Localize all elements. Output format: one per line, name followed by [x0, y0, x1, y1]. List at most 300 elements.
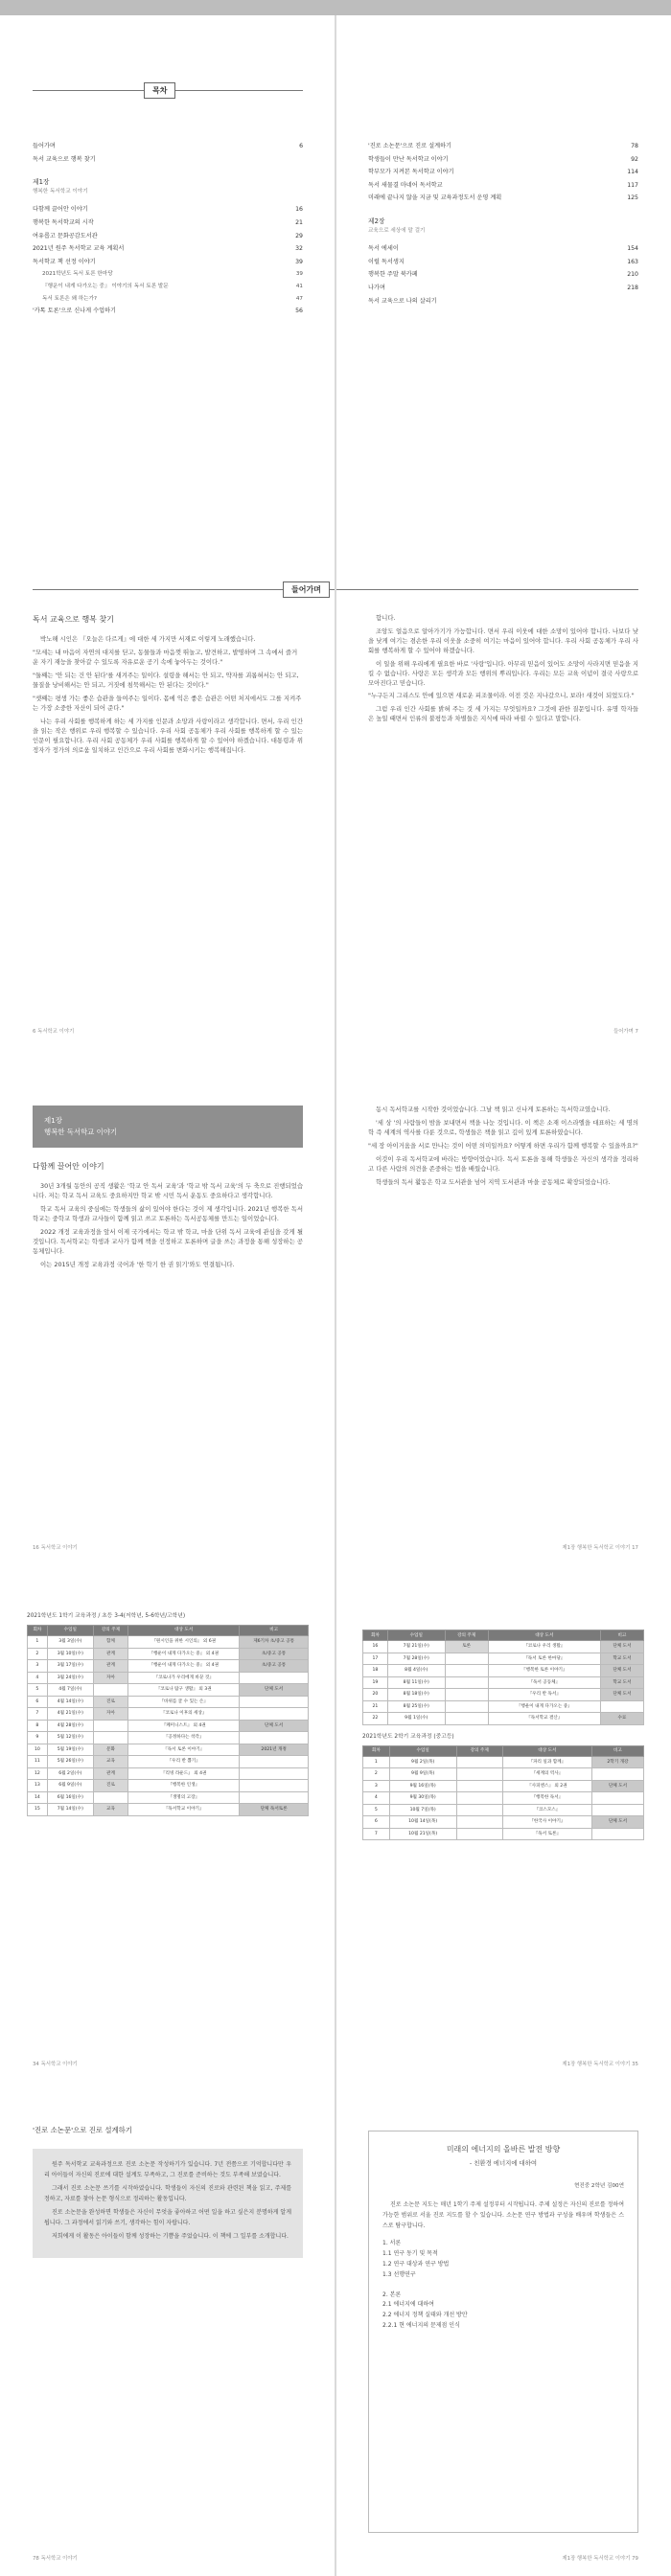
paragraph: 조앙도 얼음으로 알아가기가 가능합니다. 면서 우리 이웃에 대한 소망이 있어야 합니다. 나보다 낮을 낮게 여기는 겸손한 우리 이웃을 소중히 여기는 마음이 있어야 합니다. 우리 사회 공동체가 우리 사회를 행복하게 할 수 있어야 하겠습니다. [368, 627, 638, 654]
table-cell: 『행복한 인생』 [128, 1780, 240, 1792]
gutter [335, 1048, 336, 1565]
table-cell: 7월 14일(수) [47, 1804, 93, 1816]
toc-entry [368, 282, 638, 295]
essay-right-page [336, 2081, 671, 2576]
folio-left: 78 독서학교 이야기 [33, 2555, 78, 2562]
table-cell: 2 [363, 1768, 390, 1781]
paper-title: 미래의 에너지의 올바른 발전 방향 [446, 2145, 561, 2154]
folio-left: 6 독서학교 이야기 [33, 1028, 75, 1035]
table-cell: 4월 21일(수) [47, 1708, 93, 1721]
folio-right: 제1장 행복한 독서학교 이야기 79 [562, 2555, 638, 2562]
spread-intro [0, 532, 671, 1049]
table-cell: 3 [363, 1780, 390, 1792]
table-cell: 5월 19일(수) [47, 1744, 93, 1756]
toc-right-page [336, 15, 671, 533]
table-cell: 5 [28, 1684, 48, 1697]
table-cell: 16 [363, 1641, 388, 1653]
table-header: 대상 도서 [488, 1630, 600, 1641]
outline-item: 2.1 에너지에 대하여 [382, 2301, 434, 2309]
table-row [363, 1816, 644, 1829]
table-cell: 제6기차 초/중고 공통 [240, 1636, 309, 1649]
tables-right-page [336, 1564, 671, 2082]
table-cell: 관계 [93, 1660, 127, 1673]
table-cell: 9 [28, 1732, 48, 1744]
schedule-table-right [362, 1630, 644, 1725]
table-cell: 진로 [93, 1696, 127, 1708]
table-cell: 4 [28, 1672, 48, 1684]
table-cell: 18 [363, 1665, 388, 1677]
toc-entry-page: 39 [295, 258, 303, 265]
toc-entry-label: 다함께 끌어안 이야기 [33, 206, 88, 214]
toc-entry-label: 독서 새물결 마네어 독서학교 [368, 181, 443, 189]
table-cell [93, 1720, 127, 1732]
table-header: 대상 도서 [128, 1625, 240, 1635]
ch1-right-text [368, 1106, 638, 1187]
table-cell: 단체 도서 [600, 1665, 643, 1677]
schedule-table-left [27, 1625, 309, 1816]
table-cell [591, 1792, 643, 1805]
toc-entry-label: 행복한 주말 북카페 [368, 271, 418, 279]
toc-entry-label: 독서 토론은 왜 하는가? [42, 295, 97, 302]
folio-right: 들어가며 7 [613, 1028, 638, 1035]
tables-left-page [0, 1564, 336, 2082]
paragraph: 이는 2015년 개정 교육과정 국어과 '한 학기 한 권 읽기'와도 연결됩니다. [40, 1260, 235, 1268]
table-cell [456, 1816, 502, 1829]
table-cell: 9월 2일(목) [389, 1756, 456, 1768]
toc-entry-label: 『행운이 내게 다가오는 중』 이야기의 독서 토론 발문 [42, 284, 169, 290]
paragraph: 30년 3개월 동안의 공직 생활은 '학교 안 독서 교육'과 '학교 밖 독서 교육'의 두 축으로 진행되었습니다. 저는 학교 독서 교육도 중요하지만 학교 밖 시민 독서 운동도 중요하다고 생각합니다. [33, 1182, 303, 1200]
table-cell: 20 [363, 1689, 388, 1701]
toc-entry-label: 독서 교육으로 나의 살리기 [368, 297, 437, 305]
table-cell [600, 1700, 643, 1713]
toc-entry-label: 이럴 독서생지 [368, 258, 405, 265]
table-cell: 자아 [93, 1672, 127, 1684]
paper-intro: 진로 소논문 지도는 매년 1학기 주제 설정부터 시작됩니다. 주제 설정은 자신의 진로를 정하여 가능한 범위로 서울 진로 지도를 할 수 있습니다. 소논문 연구 방법과 구성을 배우며 학생들은 스스로 탐구합니다. [382, 2200, 624, 2229]
paragraph: 저희에게 이 활동은 아이들이 함께 성장하는 기쁨을 주었습니다. 이 책에 그 일부를 소개합니다. [52, 2233, 289, 2241]
table-cell: 5월 12일(수) [47, 1732, 93, 1744]
table-cell: 8월 4일(수) [387, 1665, 445, 1677]
table-cell [445, 1676, 488, 1689]
table-cell [240, 1696, 309, 1708]
toc-entry [33, 230, 303, 243]
table-cell: 5월 26일(수) [47, 1756, 93, 1768]
table-cell: 『한국사 이야기』 [502, 1816, 591, 1829]
toc-entry [33, 305, 303, 318]
table-cell: 단체 도서 [600, 1641, 643, 1653]
table-row [28, 1744, 309, 1756]
table-cell: 3월 24일(수) [47, 1672, 93, 1684]
table-cell [240, 1767, 309, 1780]
table-cell: 『파리 일과 함께』 [502, 1756, 591, 1768]
table-cell: 『코스모스』 [502, 1804, 591, 1816]
toc-entry [33, 203, 303, 217]
toc-entry-label: 독서 교육으로 행복 찾기 [33, 155, 96, 163]
table-cell: 9월 30일(목) [389, 1792, 456, 1805]
gutter [335, 1564, 336, 2082]
table-cell: 『행복한 독서』 [502, 1792, 591, 1805]
table-header: 회차 [28, 1625, 48, 1635]
toc-part-desc: 행복한 독서학교 이야기 [33, 188, 88, 194]
spread-toc [0, 15, 671, 533]
table-row [28, 1660, 309, 1673]
ch1-left-text [33, 1182, 303, 1269]
table-cell: 9월 1일(수) [387, 1713, 445, 1725]
table-cell: 『세계의 역사』 [502, 1768, 591, 1781]
paragraph: 이 일을 위해 우리에게 필요한 바로 '사랑'입니다. 아무리 믿음이 있어도 소망이 사라지면 믿음을 지킬 수 없습니다. 사랑은 모든 생각과 모든 행위의 뿌리입니다. 우리는 모든 교육 이념이 결국 사랑으로 모아진다고 믿습니다. [368, 659, 638, 687]
table-cell: 7월 28일(수) [387, 1653, 445, 1665]
table-cell [591, 1804, 643, 1816]
table-cell: 『바위를 굴 수 있는 손』 [128, 1696, 240, 1708]
table-cell [445, 1713, 488, 1725]
table-cell: 10월 21일(목) [389, 1828, 456, 1840]
table-row [28, 1684, 309, 1697]
table-cell: 『독서 토론 이야기』 [128, 1744, 240, 1756]
outline-item: 1.1 연구 동기 및 목적 [382, 2250, 438, 2258]
toc-entry-page: 117 [627, 181, 638, 189]
chapter-box [33, 1106, 303, 1148]
gutter [335, 15, 336, 533]
toc-left-page [0, 15, 336, 533]
table-cell: 『독서학교 이야기』 [128, 1804, 240, 1816]
table-cell [591, 1768, 643, 1781]
table-cell: 단체 도서 [591, 1780, 643, 1792]
table-cell: 『페미니스트』 외 4권 [128, 1720, 240, 1732]
table-cell: 단체 독서토론 [240, 1804, 309, 1816]
table-cell: 7 [28, 1708, 48, 1721]
table-cell [93, 1684, 127, 1697]
table-cell [93, 1791, 127, 1804]
table-header: 강의 주제 [93, 1625, 127, 1635]
folio-right: 제1장 행복한 독서학교 이야기 17 [562, 1544, 638, 1551]
paragraph: "모세는 내 마음이 자연의 대지를 딛고, 동물들과 마음껏 뛰놀고, 발견하고, 발명하며 그 속에서 즐거운 자기 재능을 찾아갈 수 있도록 자유로운 공기 속에 놓아두는 것이다." [33, 649, 298, 667]
table-cell: 22 [363, 1713, 388, 1725]
table-row [363, 1713, 644, 1725]
table-cell: 5 [363, 1804, 390, 1816]
table-row [28, 1804, 309, 1816]
toc-part-desc: 교육으로 세상에 말 걸기 [368, 227, 426, 234]
table-cell: 10월 7일(목) [389, 1804, 456, 1816]
table-cell: 3월 3일(수) [47, 1636, 93, 1649]
toc-entry [33, 153, 303, 167]
table-cell: 『코로나가 우리에게 바꾼 것』 [128, 1672, 240, 1684]
toc-entry-page: 32 [295, 245, 303, 253]
table-header: 대상 도서 [502, 1745, 591, 1756]
table-header: 강의 주제 [445, 1630, 488, 1641]
table-cell: 15 [28, 1804, 48, 1816]
essay-panel [33, 2149, 303, 2258]
table-row [363, 1804, 644, 1816]
toc-entry-page: 210 [627, 271, 638, 279]
table-row [363, 1756, 644, 1768]
paper-box [368, 2131, 638, 2533]
table-cell: 단체 도서 [240, 1720, 309, 1732]
table-cell: 1 [28, 1636, 48, 1649]
spread-chapter1 [0, 1048, 671, 1565]
table-cell: 8 [28, 1720, 48, 1732]
table-cell: 7월 21일(수) [387, 1641, 445, 1653]
paragraph: "둘째는 '안 되는 건 안 된다'를 새겨주는 일이다. 설령을 해서는 안 되고, 약자를 괴롭혀서는 안 되고, 물질을 낭비해서는 안 되고, 거짓에 침묵해서는 안 된다는 것이다." [33, 672, 299, 690]
table-cell [240, 1732, 309, 1744]
table-cell: 14 [28, 1791, 48, 1804]
paragraph: 동시 독서학교를 시작한 것이었습니다. 그날 책 읽고 신나게 토론하는 독서학교였습니다. [376, 1106, 611, 1113]
table-header: 수업일 [389, 1745, 456, 1756]
essay-title: '진로 소논문'으로 진로 설계하기 [33, 2126, 132, 2134]
table-cell: 『행운이 내게 다가오는 중』 외 4권 [128, 1648, 240, 1660]
table-cell [456, 1756, 502, 1768]
paragraph: 이것이 우리 독서학교에 바라는 방향이었습니다. 독서 토론을 통해 학생들은 자신의 생각을 정리하고 다른 사람의 의견을 존중하는 법을 배웠습니다. [368, 1154, 638, 1173]
paper-subtitle: - 친환경 에너지에 대하여 [469, 2159, 538, 2168]
table-cell: 1 [363, 1756, 390, 1768]
table-cell: 『코로나 우리 생활』 [488, 1641, 600, 1653]
table-header: 비고 [591, 1745, 643, 1756]
toc-entry [368, 256, 638, 269]
toc-entry [33, 256, 303, 269]
table-cell [456, 1780, 502, 1792]
table-cell: 함께 [93, 1636, 127, 1649]
toc-entry-label: 행복한 독서학교의 시작 [33, 219, 94, 227]
toc-entry-page: 47 [295, 295, 303, 302]
table-cell: 『사피엔스』 외 2권 [502, 1780, 591, 1792]
table-cell: 단체 도서 [600, 1689, 643, 1701]
table-cell: 7 [363, 1828, 390, 1840]
table-cell: 8월 18일(수) [387, 1689, 445, 1701]
table-cell: 4월 7일(수) [47, 1684, 93, 1697]
toc-entry-page: 114 [627, 169, 638, 176]
table-row [28, 1708, 309, 1721]
table-cell: 『우리 반 뽑기』 [128, 1756, 240, 1768]
intro-right-text [368, 614, 638, 724]
spread-tables [0, 1564, 671, 2082]
paragraph: 그래서 진로 소논문 쓰기를 시작하였습니다. 학생들이 자신의 진로와 관련된 책을 읽고, 주제를 정하고, 자료를 찾아 논문 형식으로 정리하는 활동입니다. [44, 2185, 291, 2202]
gutter [335, 532, 336, 1049]
toc-part-label: 제2장 [368, 217, 385, 226]
paragraph: 학교 독서 교육의 중심에는 학생들의 삶이 있어야 한다는 것이 제 생각입니다. 2021년 행복한 독서학교는 중학교 학생과 교사들이 함께 읽고 쓰고 토론하는 독서공동체를 만드는 일이었습니다. [33, 1205, 303, 1223]
table-cell [240, 1780, 309, 1792]
table-row [28, 1636, 309, 1649]
table-cell: 10월 14일(목) [389, 1816, 456, 1829]
table-cell: 관계 [93, 1767, 127, 1780]
table-cell: 『생명의 고장』 [128, 1791, 240, 1804]
table-cell: 6 [363, 1816, 390, 1829]
outline-item: 1.2 연구 대상과 연구 방법 [382, 2260, 450, 2268]
paragraph: "세 장 아이거움을 서로 만나는 것이 어떤 의미일까요? 어떻게 하면 우리가 함께 행복할 수 있을까요?" [368, 1141, 638, 1150]
folio-left: 16 독서학교 이야기 [33, 1544, 78, 1551]
toc-entry-label: '진로 소논문'으로 진로 설계하기 [368, 143, 452, 149]
toc-entry [33, 140, 303, 153]
paragraph: 학생들의 독서 활동은 학교 도서관을 넘어 지역 도서관과 마을 공동체로 확장되었습니다. [376, 1177, 611, 1186]
table-cell: 2학기 개강 [591, 1756, 643, 1768]
toc-part-label: 제1장 [33, 178, 50, 187]
paragraph: 원주 독서학교 교육과정으로 진로 소논문 작성하기가 있습니다. 7년 전쯤으로 기억합니다만 우리 아이들이 자신의 진로에 대한 설계도 부족하고, 그 진로를 준비하는 것도 부족해 보였습니다. [44, 2161, 291, 2178]
toc-entry-label: 들어가며 [33, 143, 56, 149]
folio-right: 제1장 행복한 독서학교 이야기 35 [562, 2061, 638, 2067]
table-cell: 4월 28일(수) [47, 1720, 93, 1732]
toc-entry-page: 154 [627, 245, 638, 253]
table-row [28, 1696, 309, 1708]
toc-entry-page: 41 [295, 284, 303, 290]
table-header: 비고 [240, 1625, 309, 1635]
table-cell: 『우리 반 독서』 [488, 1689, 600, 1701]
toc-entry-page: 218 [627, 285, 638, 292]
toc-entry-label: 학부모가 지켜본 독서학교 이야기 [368, 169, 454, 176]
table-cell: 3월 10일(수) [47, 1648, 93, 1660]
toc-entry-page: 39 [295, 271, 303, 278]
table-cell [240, 1672, 309, 1684]
table-cell: 『독서 토론 한마당』 [488, 1653, 600, 1665]
toc-entry-label: 나가며 [368, 285, 385, 292]
toc-entry-label: 2021학년도 독서 토론 한마당 [42, 271, 113, 278]
table-cell: 6월 9일(수) [47, 1780, 93, 1792]
table-cell [240, 1756, 309, 1768]
table-cell: 학교 도서 [600, 1653, 643, 1665]
schedule-table-right-2 [362, 1745, 644, 1841]
essay-left-page [0, 2081, 336, 2576]
table-cell: 교육 [93, 1804, 127, 1816]
table-row [363, 1676, 644, 1689]
toc-entry [368, 192, 638, 205]
toc-entry [368, 166, 638, 179]
table-header: 회차 [363, 1745, 390, 1756]
table-cell: 3월 17일(수) [47, 1660, 93, 1673]
toc-entry-label: 학생들이 만난 독서학교 이야기 [368, 155, 449, 163]
table-row [363, 1689, 644, 1701]
table-cell: 11 [28, 1756, 48, 1768]
table-row [363, 1653, 644, 1665]
table-cell: 4 [363, 1792, 390, 1805]
table-cell: 문화 [93, 1744, 127, 1756]
table-cell: 9월 16일(목) [389, 1780, 456, 1792]
toc-entry-label: 미래에 끝나지 않을 지금 및 교육과정도서 운영 계획 [368, 194, 502, 202]
table-cell: 『리빙 라운드』 외 4권 [128, 1767, 240, 1780]
intro-left-text [33, 635, 303, 755]
outline-item: 1. 서론 [382, 2240, 402, 2247]
table-cell [456, 1828, 502, 1840]
table-cell: 9월 9일(목) [389, 1768, 456, 1781]
table-cell: 21 [363, 1700, 388, 1713]
toc-left-list [33, 140, 303, 318]
table-cell: 학교 도서 [600, 1676, 643, 1689]
ch1-right-page [336, 1048, 671, 1565]
toc-entry-page: 56 [295, 308, 303, 315]
toc-entry [33, 293, 303, 306]
paper-outline [382, 2239, 624, 2331]
toc-entry [368, 295, 638, 308]
table-cell: 『행운이 내게 다가오는 중』 [488, 1700, 600, 1713]
outline-item: 1.3 선행연구 [382, 2270, 416, 2278]
table-cell [456, 1768, 502, 1781]
table-header: 수업일 [387, 1630, 445, 1641]
table-cell: 19 [363, 1676, 388, 1689]
toc-entry [368, 140, 638, 153]
table-cell: 3 [28, 1660, 48, 1673]
table-cell: 『코로나 탐구 생활』 외 3권 [128, 1684, 240, 1697]
table-cell: 단체 도서 [240, 1684, 309, 1697]
table-cell: 『공정하다는 착각』 [128, 1732, 240, 1744]
table-row [363, 1792, 644, 1805]
chapter-box-label: 제1장 [44, 1116, 62, 1125]
table-cell: 6월 2일(수) [47, 1767, 93, 1780]
table-cell: 『행운이 내게 다가오는 중』 외 4권 [128, 1660, 240, 1673]
toc-entry-page: 92 [631, 155, 638, 163]
table-cell: 4월 14일(수) [47, 1696, 93, 1708]
table-header: 수업일 [47, 1625, 93, 1635]
table-header: 비고 [600, 1630, 643, 1641]
intro-tab: 들어가며 [283, 581, 330, 598]
gutter [335, 2081, 336, 2576]
table-cell: 『독서 공동체』 [488, 1676, 600, 1689]
folio-left: 34 독서학교 이야기 [33, 2061, 78, 2067]
paragraph: '세 상 '의 사람들이 밤을 보내면서 책을 나눈 것입니다. 이 책은 소재 이스라엘을 대표하는 세 명의 학 즉 세계의 역사를 다룬 것으로, 학생들은 책을 읽고 깊이 있게 토론하였습니다. [368, 1118, 638, 1136]
toc-entry-label: 여유롭고 문화공감도서관 [33, 232, 98, 239]
table-row [28, 1791, 309, 1804]
table-cell: 12 [28, 1767, 48, 1780]
table-row [28, 1720, 309, 1732]
toc-entry-page: 163 [627, 258, 638, 265]
outline-item: 2.2 에너지 정책 실태와 개선 방안 [382, 2312, 468, 2319]
table-cell: 초/중고 공통 [240, 1648, 309, 1660]
table-row [28, 1780, 309, 1792]
table-row [28, 1756, 309, 1768]
outline-item: 2.2.1 현 에너지의 문제점 인식 [382, 2321, 460, 2329]
table-cell [240, 1791, 309, 1804]
intro-left-page [0, 532, 336, 1049]
table-cell [591, 1828, 643, 1840]
table-row [28, 1732, 309, 1744]
table-cell: 교육 [93, 1756, 127, 1768]
table-cell: 『독서학교 결산』 [488, 1713, 600, 1725]
table-cell: 17 [363, 1653, 388, 1665]
table-row [28, 1648, 309, 1660]
toc-entry-label: '카톡 토론'으로 신나게 수업하기 [33, 308, 117, 315]
table-cell [445, 1700, 488, 1713]
table-cell [93, 1732, 127, 1744]
table-row [363, 1700, 644, 1713]
table-cell: 6월 16일(수) [47, 1791, 93, 1804]
toc-entry-page: 29 [295, 232, 303, 239]
table-cell: 『독서 토론』 [502, 1828, 591, 1840]
table-cell [456, 1804, 502, 1816]
outline-item: 2. 본론 [382, 2291, 402, 2298]
table-cell: 13 [28, 1780, 48, 1792]
ch1-left-page [0, 1048, 336, 1565]
paragraph: 그럼 우리 인간 사회를 밝혀 주는 것 세 가지는 무엇일까요? 그것에 관한 질문입니다. 유명 학자들은 높일 때면서 인류의 불평등과 차별들은 지식에 따라 바뀔 수 있다고 말합니다. [368, 705, 638, 723]
toc-entry-page: 6 [299, 143, 303, 149]
table-cell: 관계 [93, 1648, 127, 1660]
toc-entry-label: 2021년 원주 독서학교 교육 계획서 [33, 245, 125, 253]
paragraph: 박노해 시인은 『오늘은 다르게』에 대한 세 가지만 서재로 이렇게 노래했습니다. [40, 635, 256, 644]
table-row [363, 1828, 644, 1840]
table-cell: 토론 [445, 1641, 488, 1653]
paragraph: "누구든지 그리스도 안에 있으면 새로운 피조물이라. 이전 것은 지나갔으니, 보라! 새것이 되었도다." [368, 692, 635, 700]
toc-tab: 목차 [144, 82, 175, 99]
toc-entry-label: 독서 에세이 [368, 245, 399, 253]
table-cell [445, 1665, 488, 1677]
paper-author: 현진중 2학년 김00연 [573, 2182, 624, 2189]
paragraph: "셋째는 평생 가는 좋은 습관을 들여주는 일이다. 몸에 익은 좋은 습관은 어떤 처지에서도 그를 지켜주는 가장 소중한 자산이 되어 준다." [33, 695, 302, 712]
toc-entry-page: 21 [295, 219, 303, 227]
table-cell: 2 [28, 1648, 48, 1660]
table-cell: 8월 11일(수) [387, 1676, 445, 1689]
table-cell [240, 1708, 309, 1721]
table-row [363, 1665, 644, 1677]
table-cell [445, 1653, 488, 1665]
table-cell: 진로 [93, 1780, 127, 1792]
table-row [28, 1767, 309, 1780]
toc-entry-page: 78 [631, 143, 638, 149]
chapter-subtitle: 다함께 끌어안 이야기 [33, 1162, 104, 1171]
toc-entry [33, 242, 303, 256]
table-row [28, 1672, 309, 1684]
